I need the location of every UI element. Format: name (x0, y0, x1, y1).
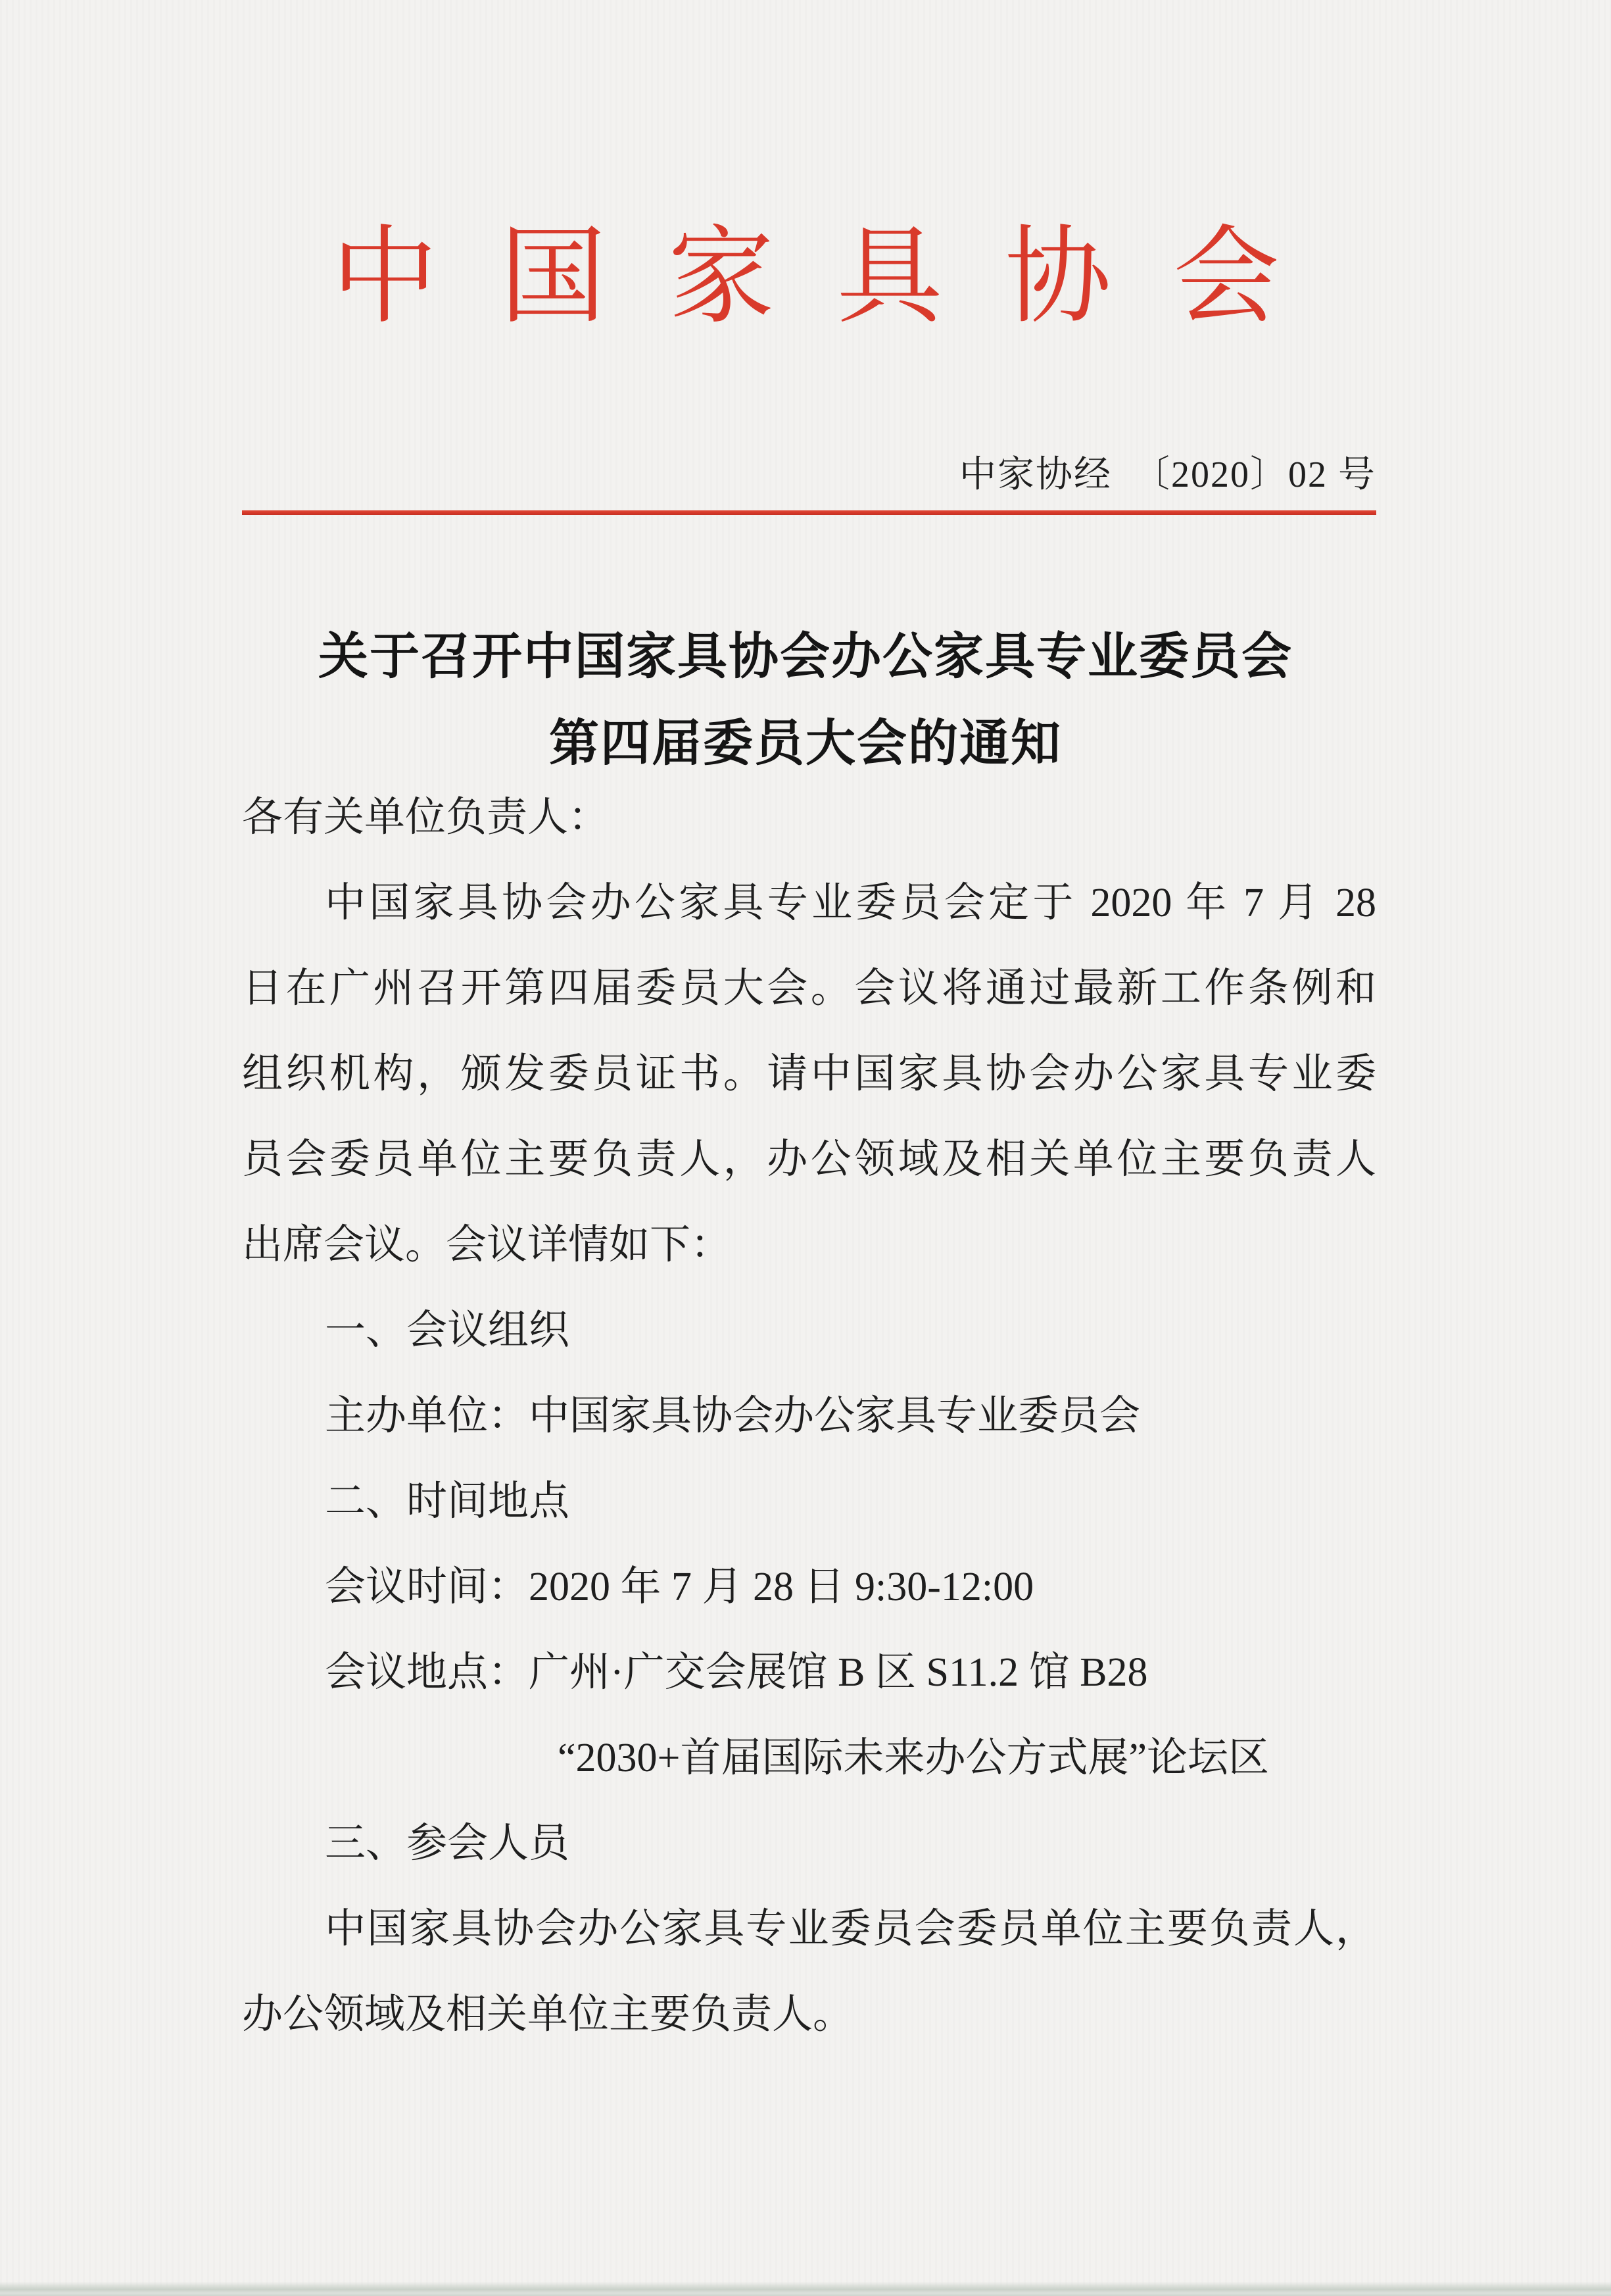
host-organizer-line: 主办单位：中国家具协会办公家具专业委员会 (325, 1394, 1141, 1438)
notice-title (0, 614, 1611, 787)
intro-line-2: 日在广州召开第四届委员大会。会议将通过最新工作条例和 (242, 966, 1376, 1011)
org-name-header (0, 219, 1611, 337)
red-divider-line (242, 510, 1376, 515)
org-name-char-6: 会 (1173, 219, 1280, 337)
document-number: 中家协经 〔2020〕02 号 (959, 454, 1376, 495)
section-1-heading: 一、会议组织 (325, 1308, 570, 1353)
org-name-char-4: 具 (836, 219, 943, 337)
notice-title-line-2: 第四届委员大会的通知 (549, 716, 1062, 771)
section-3-heading: 三、参会人员 (325, 1821, 570, 1866)
venue-forum-area-line: “2030+首届国际未来办公方式展”论坛区 (558, 1736, 1270, 1780)
intro-line-4: 员会委员单位主要负责人，办公领域及相关单位主要负责人 (242, 1137, 1376, 1182)
meeting-time-line: 会议时间：2020 年 7 月 28 日 9:30-12:00 (325, 1565, 1034, 1609)
attendees-line-2: 办公领域及相关单位主要负责人。 (242, 1992, 854, 2037)
notice-title-line-1: 关于召开中国家具协会办公家具专业委员会 (318, 629, 1293, 685)
salutation-line: 各有关单位负责人： (242, 795, 610, 840)
org-name-char-3: 家 (668, 219, 775, 337)
scanner-edge-artifact (0, 2282, 1611, 2296)
attendees-line-1: 中国家具协会办公家具专业委员会委员单位主要负责人， (325, 1907, 1376, 1951)
notice-body (242, 775, 1376, 2057)
intro-line-5: 出席会议。会议详情如下： (242, 1223, 732, 1267)
meeting-venue-line: 会议地点：广州·广交会展馆 B 区 S11.2 馆 B28 (325, 1650, 1148, 1695)
org-name-char-2: 国 (500, 219, 606, 337)
section-2-heading: 二、时间地点 (325, 1479, 570, 1524)
org-name-char-1: 中 (331, 219, 438, 337)
intro-line-1: 中国家具协会办公家具专业委员会定于 2020 年 7 月 28 (325, 881, 1376, 925)
org-name-char-5: 协 (1005, 219, 1111, 337)
intro-line-3: 组织机构，颁发委员证书。请中国家具协会办公家具专业委 (242, 1052, 1376, 1096)
